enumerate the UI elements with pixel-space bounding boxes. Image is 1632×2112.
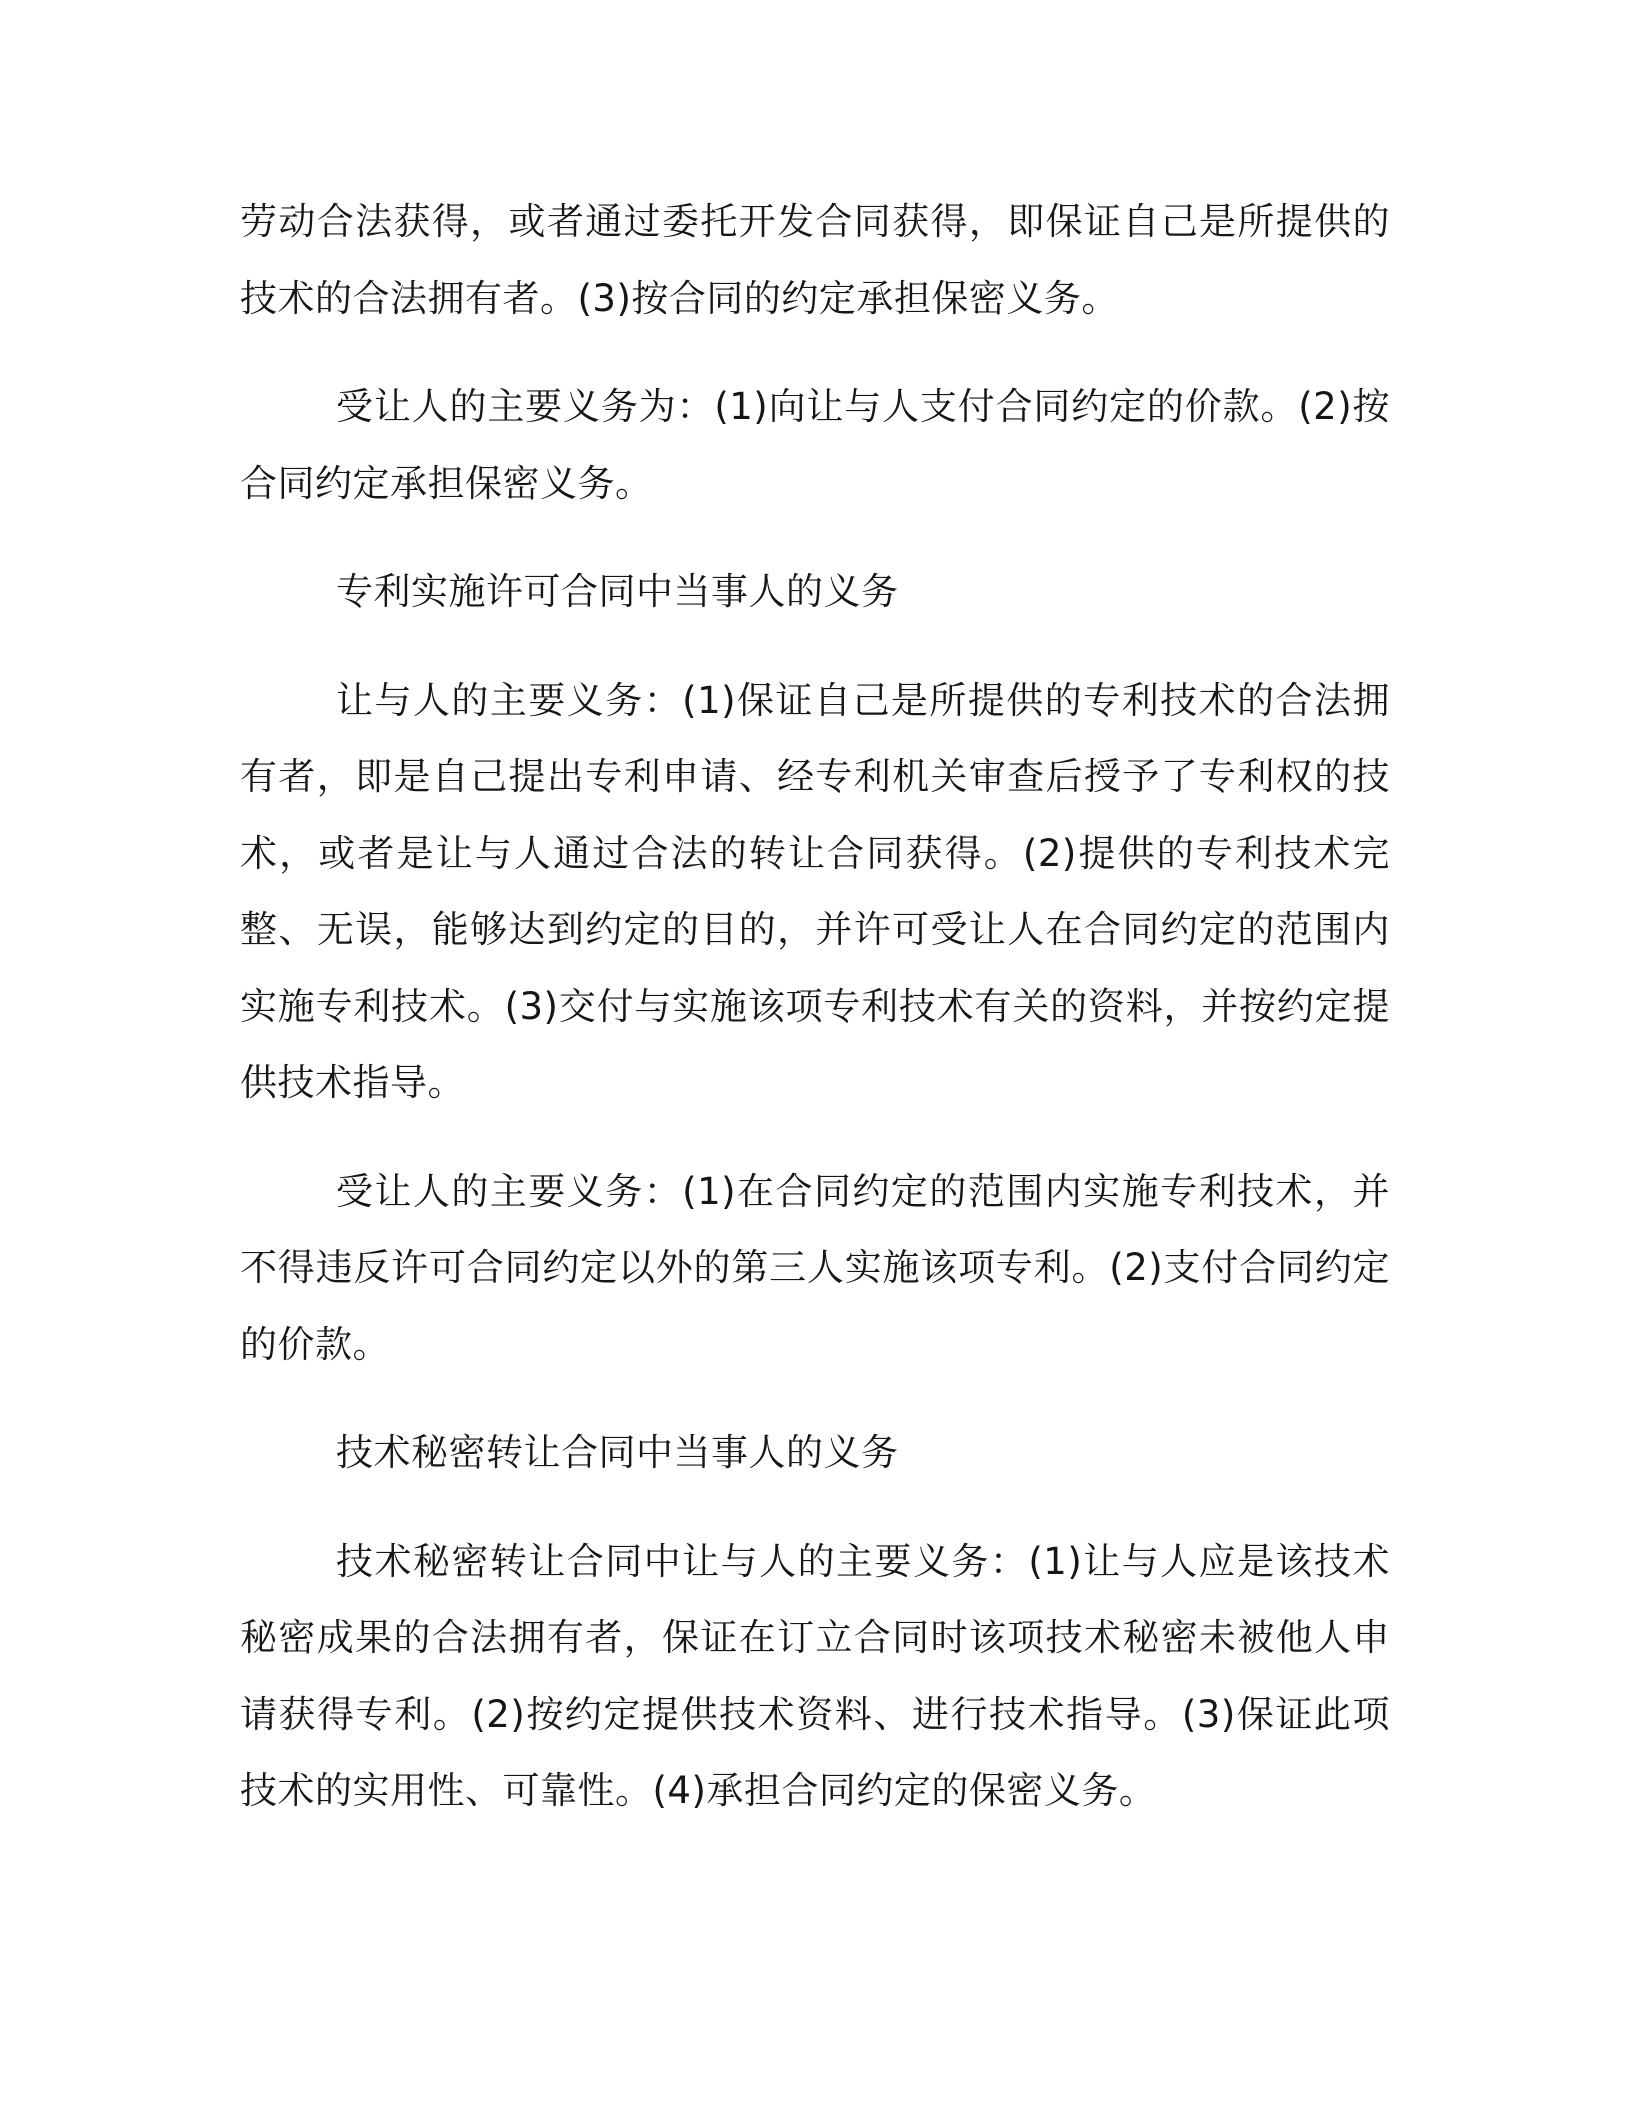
section-heading-patent-license: 专利实施许可合同中当事人的义务 [336, 570, 899, 613]
paragraph-continuation: 劳动合法获得，或者通过委托开发合同获得，即保证自己是所提供的技术的合法拥有者。(3)按合同的约定承担保密义务。 [240, 200, 1390, 320]
paragraph-patent-licensor-obligations: 让与人的主要义务：(1)保证自己是所提供的专利技术的合法拥有者，即是自己提出专利申请、经专利机关审查后授予了专利权的技术，或者是让与人通过合法的转让合同获得。(2)提供的专利技术完整、无误，能够达到约定的目的，并许可受让人在合同约定的范围内实施专利技术。(3)交付与实施该项专利技术有关的资料，并按约定提供技术指导。 [240, 678, 1390, 1104]
paragraph-patent-licensee-obligations: 受让人的主要义务：(1)在合同约定的范围内实施专利技术，并不得违反许可合同约定以外的第三人实施该项专利。(2)支付合同约定的价款。 [240, 1169, 1390, 1366]
section-heading-trade-secret: 技术秘密转让合同中当事人的义务 [336, 1431, 899, 1474]
paragraph-trade-secret-licensor-obligations: 技术秘密转让合同中让与人的主要义务：(1)让与人应是该技术秘密成果的合法拥有者，保证在订立合同时该项技术秘密未被他人申请获得专利。(2)按约定提供技术资料、进行技术指导。(3)保证此项技术的实用性、可靠性。(4)承担合同约定的保密义务。 [240, 1539, 1390, 1812]
paragraph-licensee-obligations: 受让人的主要义务为：(1)向让与人支付合同约定的价款。(2)按合同约定承担保密义务。 [240, 385, 1390, 505]
document-body [240, 184, 1390, 1862]
